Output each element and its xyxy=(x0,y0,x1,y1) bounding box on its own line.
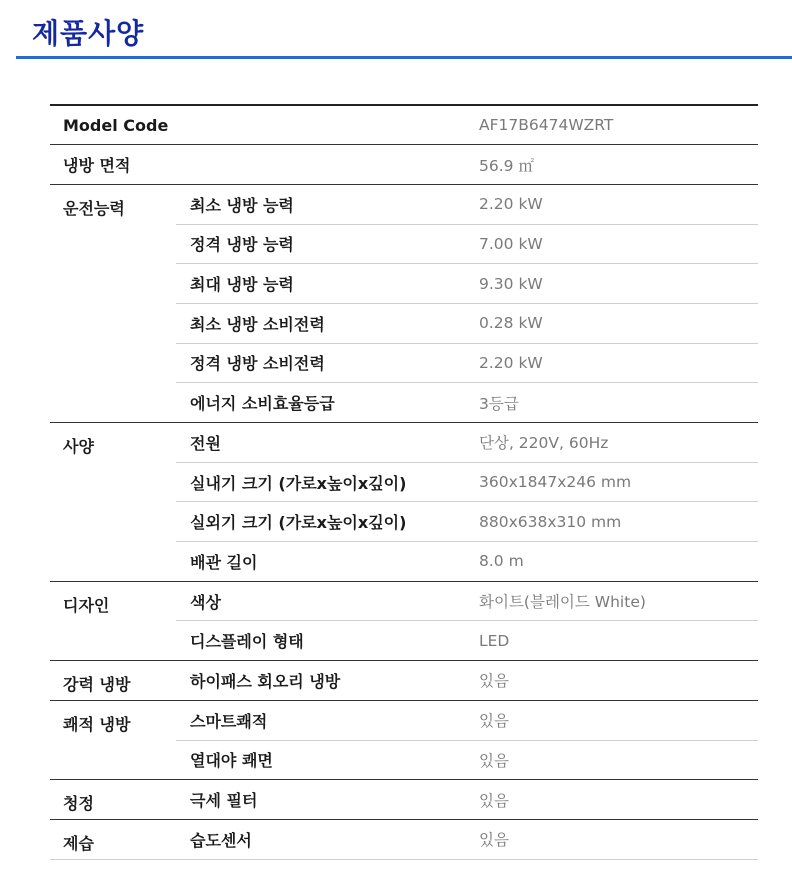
spec-value: 56.9 ㎡ xyxy=(479,145,758,185)
spec-value: 있음 xyxy=(479,819,758,859)
table-row xyxy=(50,780,758,820)
table-row xyxy=(50,700,758,740)
table-row xyxy=(50,661,758,701)
spec-item: 습도센서 xyxy=(176,819,479,859)
table-row xyxy=(50,105,758,145)
spec-value: 있음 xyxy=(479,661,758,701)
title-underline xyxy=(16,56,792,59)
spec-category: 디자인 xyxy=(50,581,176,660)
table-row xyxy=(50,819,758,859)
spec-value: 화이트(블레이드 White) xyxy=(479,581,758,621)
spec-category: 쾌적 냉방 xyxy=(50,700,176,779)
spec-value: 3등급 xyxy=(479,383,758,423)
spec-value: 단상, 220V, 60Hz xyxy=(479,423,758,463)
spec-value: 360x1847x246 mm xyxy=(479,462,758,502)
spec-value: 880x638x310 mm xyxy=(479,502,758,542)
spec-item: 하이패스 회오리 냉방 xyxy=(176,661,479,701)
table-row xyxy=(50,145,758,185)
spec-item: 배관 길이 xyxy=(176,542,479,582)
spec-category: 사양 xyxy=(50,423,176,582)
table-row xyxy=(50,184,758,224)
spec-item: 열대야 쾌면 xyxy=(176,740,479,780)
spec-item: 정격 냉방 소비전력 xyxy=(176,343,479,383)
spec-item: 실내기 크기 (가로x높이x깊이) xyxy=(176,462,479,502)
spec-value: AF17B6474WZRT xyxy=(479,105,758,145)
spec-value: 있음 xyxy=(479,700,758,740)
spec-value: 8.0 m xyxy=(479,542,758,582)
spec-value: LED xyxy=(479,621,758,661)
spec-table xyxy=(50,104,758,860)
table-row xyxy=(50,423,758,463)
spec-category: 강력 냉방 xyxy=(50,661,176,701)
spec-item: 최소 냉방 능력 xyxy=(176,184,479,224)
spec-value: 0.28 kW xyxy=(479,303,758,343)
spec-value: 7.00 kW xyxy=(479,224,758,264)
spec-item: 에너지 소비효율등급 xyxy=(176,383,479,423)
spec-item: 스마트쾌적 xyxy=(176,700,479,740)
spec-value: 있음 xyxy=(479,740,758,780)
spec-item: 최소 냉방 소비전력 xyxy=(176,303,479,343)
spec-value: 2.20 kW xyxy=(479,184,758,224)
page-title: 제품사양 xyxy=(32,17,145,50)
spec-category: 청정 xyxy=(50,780,176,820)
spec-item: 정격 냉방 능력 xyxy=(176,224,479,264)
spec-item: 실외기 크기 (가로x높이x깊이) xyxy=(176,502,479,542)
spec-value: 9.30 kW xyxy=(479,264,758,304)
spec-value: 있음 xyxy=(479,780,758,820)
spec-value: 2.20 kW xyxy=(479,343,758,383)
spec-category: 운전능력 xyxy=(50,184,176,422)
spec-item: 색상 xyxy=(176,581,479,621)
spec-item: 극세 필터 xyxy=(176,780,479,820)
spec-item: 디스플레이 형태 xyxy=(176,621,479,661)
table-row xyxy=(50,581,758,621)
spec-item: 전원 xyxy=(176,423,479,463)
spec-category: 제습 xyxy=(50,819,176,859)
spec-category: Model Code xyxy=(50,105,479,145)
spec-item: 최대 냉방 능력 xyxy=(176,264,479,304)
spec-category: 냉방 면적 xyxy=(50,145,479,185)
